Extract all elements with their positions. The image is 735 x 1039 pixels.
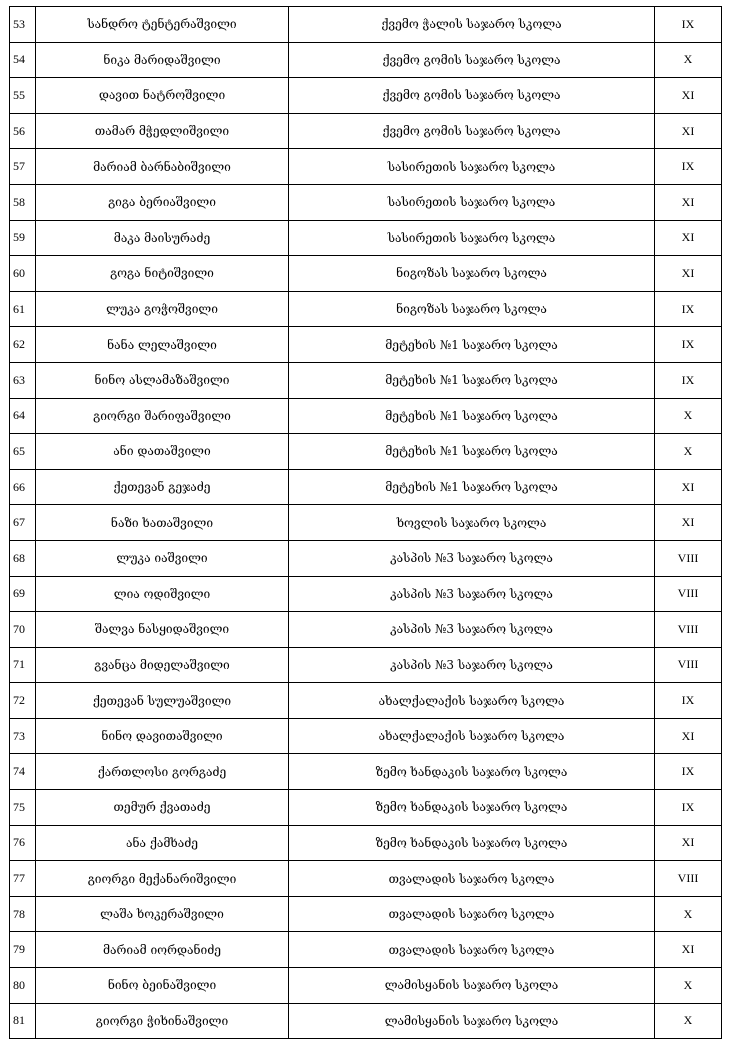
table-row: [10, 469, 722, 505]
grade-cell: X: [655, 434, 722, 470]
school-name-cell: სასირეთის საჯარო სკოლა: [289, 184, 655, 220]
school-name-cell: კასპის №3 საჯარო სკოლა: [289, 576, 655, 612]
school-name-cell: ნიგოზას საჯარო სკოლა: [289, 256, 655, 292]
student-name-cell: ქართლოსი გორგაძე: [36, 754, 289, 790]
student-name-cell: შალვა ნასყიდაშვილი: [36, 612, 289, 648]
grade-cell: IX: [655, 7, 722, 43]
grade-cell: XI: [655, 220, 722, 256]
table-row: [10, 718, 722, 754]
table-row: [10, 291, 722, 327]
student-name-cell: ლუკა იაშვილი: [36, 540, 289, 576]
school-name-cell: მეტეხის №1 საჯარო სკოლა: [289, 327, 655, 363]
table-row: [10, 540, 722, 576]
row-number-cell: 76: [10, 825, 36, 861]
grade-cell: IX: [655, 291, 722, 327]
row-number-cell: 77: [10, 861, 36, 897]
row-number-cell: 64: [10, 398, 36, 434]
school-name-cell: კასპის №3 საჯარო სკოლა: [289, 540, 655, 576]
student-name-cell: თემურ ქვათაძე: [36, 790, 289, 826]
school-name-cell: სასირეთის საჯარო სკოლა: [289, 220, 655, 256]
student-name-cell: გიგა ბერიაშვილი: [36, 184, 289, 220]
student-name-cell: ნაზი ხათაშვილი: [36, 505, 289, 541]
student-name-cell: ქეთევან გეჯაძე: [36, 469, 289, 505]
participants-table-body: [10, 7, 722, 1039]
table-row: [10, 256, 722, 292]
school-name-cell: ლამისყანის საჯარო სკოლა: [289, 1003, 655, 1039]
table-row: [10, 434, 722, 470]
student-name-cell: მარიამ იორდანიძე: [36, 932, 289, 968]
grade-cell: X: [655, 896, 722, 932]
student-name-cell: ლია ოდიშვილი: [36, 576, 289, 612]
student-name-cell: ნინო ასლამაზაშვილი: [36, 362, 289, 398]
school-name-cell: კასპის №3 საჯარო სკოლა: [289, 647, 655, 683]
student-name-cell: ანა ქამხაძე: [36, 825, 289, 861]
table-row: [10, 184, 722, 220]
student-name-cell: სანდრო ტენტერაშვილი: [36, 7, 289, 43]
student-name-cell: ნიკა მარიდაშვილი: [36, 42, 289, 78]
grade-cell: VIII: [655, 647, 722, 683]
student-name-cell: ქეთევან სულუაშვილი: [36, 683, 289, 719]
grade-cell: XI: [655, 184, 722, 220]
student-name-cell: გოგა ნიტიშვილი: [36, 256, 289, 292]
row-number-cell: 68: [10, 540, 36, 576]
grade-cell: IX: [655, 327, 722, 363]
school-name-cell: ხოვლის საჯარო სკოლა: [289, 505, 655, 541]
grade-cell: XI: [655, 932, 722, 968]
student-name-cell: მარიამ ბარნაბიშვილი: [36, 149, 289, 185]
row-number-cell: 57: [10, 149, 36, 185]
table-row: [10, 968, 722, 1004]
grade-cell: XI: [655, 113, 722, 149]
row-number-cell: 72: [10, 683, 36, 719]
table-row: [10, 612, 722, 648]
school-name-cell: ქვემო გომის საჯარო სკოლა: [289, 42, 655, 78]
table-row: [10, 754, 722, 790]
table-row: [10, 220, 722, 256]
row-number-cell: 53: [10, 7, 36, 43]
grade-cell: XI: [655, 78, 722, 114]
school-name-cell: ლამისყანის საჯარო სკოლა: [289, 968, 655, 1004]
school-name-cell: მეტეხის №1 საჯარო სკოლა: [289, 469, 655, 505]
table-row: [10, 647, 722, 683]
table-row: [10, 398, 722, 434]
row-number-cell: 62: [10, 327, 36, 363]
row-number-cell: 75: [10, 790, 36, 826]
row-number-cell: 63: [10, 362, 36, 398]
row-number-cell: 78: [10, 896, 36, 932]
student-name-cell: ნანა ლელაშვილი: [36, 327, 289, 363]
row-number-cell: 71: [10, 647, 36, 683]
table-row: [10, 861, 722, 897]
participants-table: [9, 6, 722, 1039]
school-name-cell: ნიგოზას საჯარო სკოლა: [289, 291, 655, 327]
row-number-cell: 80: [10, 968, 36, 1004]
school-name-cell: ზემო ხანდაკის საჯარო სკოლა: [289, 825, 655, 861]
row-number-cell: 59: [10, 220, 36, 256]
row-number-cell: 65: [10, 434, 36, 470]
table-row: [10, 42, 722, 78]
school-name-cell: ზემო ხანდაკის საჯარო სკოლა: [289, 754, 655, 790]
row-number-cell: 70: [10, 612, 36, 648]
row-number-cell: 56: [10, 113, 36, 149]
school-name-cell: მეტეხის №1 საჯარო სკოლა: [289, 434, 655, 470]
table-row: [10, 7, 722, 43]
row-number-cell: 73: [10, 718, 36, 754]
school-name-cell: თვალადის საჯარო სკოლა: [289, 861, 655, 897]
grade-cell: VIII: [655, 612, 722, 648]
table-row: [10, 825, 722, 861]
school-name-cell: ქვემო გომის საჯარო სკოლა: [289, 113, 655, 149]
table-row: [10, 896, 722, 932]
school-name-cell: კასპის №3 საჯარო სკოლა: [289, 612, 655, 648]
row-number-cell: 60: [10, 256, 36, 292]
table-row: [10, 113, 722, 149]
row-number-cell: 61: [10, 291, 36, 327]
grade-cell: IX: [655, 790, 722, 826]
grade-cell: XI: [655, 469, 722, 505]
table-row: [10, 576, 722, 612]
grade-cell: X: [655, 1003, 722, 1039]
student-name-cell: ლაშა ხოკერაშვილი: [36, 896, 289, 932]
row-number-cell: 58: [10, 184, 36, 220]
row-number-cell: 54: [10, 42, 36, 78]
student-name-cell: დავით ნატროშვილი: [36, 78, 289, 114]
row-number-cell: 69: [10, 576, 36, 612]
school-name-cell: ქვემო გომის საჯარო სკოლა: [289, 78, 655, 114]
student-name-cell: გვანცა მიდელაშვილი: [36, 647, 289, 683]
table-row: [10, 149, 722, 185]
school-name-cell: თვალადის საჯარო სკოლა: [289, 932, 655, 968]
grade-cell: XI: [655, 718, 722, 754]
student-name-cell: ლუკა გოჭოშვილი: [36, 291, 289, 327]
row-number-cell: 79: [10, 932, 36, 968]
student-name-cell: გიორგი მექანარიშვილი: [36, 861, 289, 897]
table-row: [10, 362, 722, 398]
student-name-cell: მაკა მაისურაძე: [36, 220, 289, 256]
student-name-cell: ნინო დავითაშვილი: [36, 718, 289, 754]
row-number-cell: 67: [10, 505, 36, 541]
row-number-cell: 74: [10, 754, 36, 790]
grade-cell: X: [655, 42, 722, 78]
school-name-cell: მეტეხის №1 საჯარო სკოლა: [289, 362, 655, 398]
table-row: [10, 327, 722, 363]
row-number-cell: 55: [10, 78, 36, 114]
grade-cell: IX: [655, 683, 722, 719]
grade-cell: IX: [655, 754, 722, 790]
student-name-cell: ნინო ბეინაშვილი: [36, 968, 289, 1004]
table-row: [10, 790, 722, 826]
school-name-cell: თვალადის საჯარო სკოლა: [289, 896, 655, 932]
table-row: [10, 1003, 722, 1039]
grade-cell: XI: [655, 825, 722, 861]
grade-cell: VIII: [655, 576, 722, 612]
table-row: [10, 683, 722, 719]
grade-cell: XI: [655, 256, 722, 292]
student-name-cell: თამარ მჭედლიშვილი: [36, 113, 289, 149]
row-number-cell: 66: [10, 469, 36, 505]
grade-cell: VIII: [655, 861, 722, 897]
grade-cell: X: [655, 398, 722, 434]
grade-cell: XI: [655, 505, 722, 541]
table-row: [10, 932, 722, 968]
student-name-cell: გიორგი ჭიხინაშვილი: [36, 1003, 289, 1039]
student-name-cell: გიორგი შარიფაშვილი: [36, 398, 289, 434]
school-name-cell: ახალქალაქის საჯარო სკოლა: [289, 683, 655, 719]
grade-cell: IX: [655, 362, 722, 398]
school-name-cell: ახალქალაქის საჯარო სკოლა: [289, 718, 655, 754]
row-number-cell: 81: [10, 1003, 36, 1039]
school-name-cell: მეტეხის №1 საჯარო სკოლა: [289, 398, 655, 434]
grade-cell: VIII: [655, 540, 722, 576]
table-row: [10, 78, 722, 114]
grade-cell: IX: [655, 149, 722, 185]
school-name-cell: სასირეთის საჯარო სკოლა: [289, 149, 655, 185]
table-row: [10, 505, 722, 541]
grade-cell: X: [655, 968, 722, 1004]
school-name-cell: ქვემო ჭალის საჯარო სკოლა: [289, 7, 655, 43]
student-name-cell: ანი დათაშვილი: [36, 434, 289, 470]
school-name-cell: ზემო ხანდაკის საჯარო სკოლა: [289, 790, 655, 826]
